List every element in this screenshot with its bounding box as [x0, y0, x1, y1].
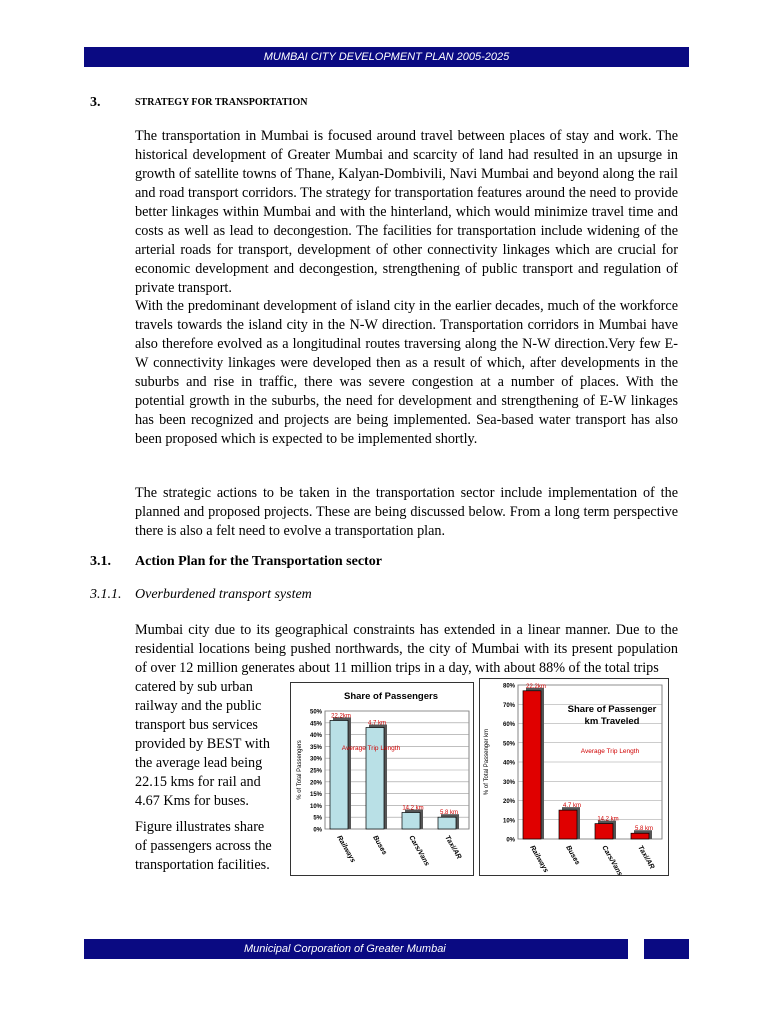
category-label: Railways: [335, 834, 357, 864]
y-tick-label: 80%: [502, 683, 515, 690]
page-footer: Municipal Corporation of Greater Mumbai: [84, 939, 628, 959]
category-label: Buses: [371, 834, 388, 857]
chart-share-of-passenger-km: [479, 678, 669, 876]
annotation: Average Trip Length: [341, 745, 401, 752]
y-tick-label: 25%: [309, 768, 322, 775]
y-tick-label: 45%: [309, 721, 322, 728]
y-tick-label: 0%: [313, 827, 322, 834]
y-tick-label: 20%: [309, 780, 322, 787]
paragraph-4-side: catered by sub urban railway and the public transport bus services provided by BEST with the average lead being 22.15 kms for rail and 4.67 Kms for buses.: [135, 679, 270, 809]
data-label: 22.2km: [526, 683, 546, 690]
chart-share-of-passengers-svg: [291, 683, 473, 875]
y-tick-label: 0%: [506, 837, 515, 844]
annotation: Average Trip Length: [580, 748, 640, 755]
paragraph-3: The strategic actions to be taken in the transportation sector include implementation of the planned and proposed projects. These are being discussed below. From a long term perspective there is also a felt need to evolve a transportation plan.: [135, 485, 678, 539]
bar: [438, 817, 456, 829]
category-label: Buses: [564, 844, 581, 867]
y-tick-label: 40%: [309, 733, 322, 740]
data-label: 5.8 km: [634, 826, 654, 833]
bar: [559, 810, 577, 839]
paragraph-2: With the predominant development of island city in the earlier decades, much of the workforce travels towards the island city in the N-W direction. Transportation corridors in Mumbai have also therefore evolved as a longitudinal routes traversing along the N-W direction.Very few E-W connectivity linkages were developed then as a result of which, after developments in the suburbs and rise in traffic, there was severe congestion at a number of places. With the potential growth in the suburbs, the need for development and strengthening of E-W linkages has been recognized and projects are being implemented. Sea-based water transport has also been proposed which is expected to be implemented shortly.: [135, 298, 678, 447]
category-label: Taxi/AR: [636, 844, 656, 871]
section-title: STRATEGY FOR TRANSPORTATION: [135, 97, 308, 108]
data-label: 5.8 km: [439, 810, 459, 817]
bar: [631, 833, 649, 839]
paragraph-4-lead: Mumbai city due to its geographical constraints has extended in a linear manner. Due to the residential locations being pushed northwards, the city of Mumbai with its present population of over 12 million generates about 11 million trips in a day, with about 88% of the total trips: [135, 622, 678, 676]
category-label: Cars/Vans: [407, 834, 431, 868]
section-number: 3.: [90, 95, 101, 110]
chart-share-of-passenger-km-svg: [480, 679, 668, 875]
bar: [366, 728, 384, 829]
category-label: Cars/Vans: [600, 844, 624, 875]
y-tick-label: 35%: [309, 744, 322, 751]
chart-title-line-1: Share of Passenger: [567, 704, 657, 715]
chart-title: Share of Passengers: [344, 691, 438, 702]
y-tick-label: 10%: [309, 803, 322, 810]
y-tick-label: 20%: [502, 799, 515, 805]
data-label: 4.7 km: [562, 803, 582, 810]
data-label: 4.7 km: [367, 720, 387, 727]
bar: [402, 812, 420, 829]
y-tick-label: 50%: [502, 741, 515, 748]
y-tick-label: 5%: [313, 815, 322, 822]
paragraph-5: Figure illustrates share of passengers across the transportation facilities.: [135, 819, 272, 873]
subsection-number: 3.1.: [90, 554, 111, 569]
bar: [330, 720, 348, 829]
y-tick-label: 30%: [502, 779, 515, 786]
y-tick-label: 15%: [309, 792, 322, 799]
chart-title-line-2: km Traveled: [584, 716, 640, 727]
category-label: Taxi/AR: [443, 834, 463, 861]
data-label: 14.2 km: [402, 805, 424, 812]
y-tick-label: 60%: [502, 722, 515, 728]
data-label: 22.2km: [331, 713, 351, 720]
subsubsection-number: 3.1.1.: [90, 587, 122, 602]
footer-page-block: [644, 939, 689, 959]
y-tick-label: 10%: [502, 818, 515, 825]
y-tick-label: 40%: [502, 760, 515, 767]
subsubsection-title: Overburdened transport system: [135, 587, 312, 602]
y-axis-label: % of Total Passengers: [297, 740, 303, 800]
y-axis-label: % of Total Passenger km: [484, 728, 490, 796]
data-label: 14.2 km: [597, 816, 619, 823]
y-tick-label: 30%: [309, 756, 322, 763]
category-label: Railways: [528, 844, 550, 874]
y-tick-label: 50%: [309, 709, 322, 716]
bar: [523, 691, 541, 839]
subsection-title: Action Plan for the Transportation sector: [135, 554, 382, 569]
chart-share-of-passengers: [290, 682, 474, 876]
page-header: MUMBAI CITY DEVELOPMENT PLAN 2005-2025: [84, 47, 689, 67]
paragraph-1: The transportation in Mumbai is focused around travel between places of stay and work. The historical development of Greater Mumbai and scarcity of land had resulted in an upsurge in growth of satellite towns of Thane, Kalyan-Dombivili, Navi Mumbai and beyond along the rail and road transport corridors. The strategy for transportation features around the need to provide better linkages within Mumbai and with the hinterland, which would minimize travel time and costs as well as lead to decongestion. The facilities for transportation include widening of the arterial roads for transport, development of other connectivity linkages which are crucial for economic development and decongestion, strengthening of public transport and regulation of private transport.: [135, 128, 678, 296]
y-tick-label: 70%: [502, 702, 515, 709]
bar: [595, 824, 613, 839]
